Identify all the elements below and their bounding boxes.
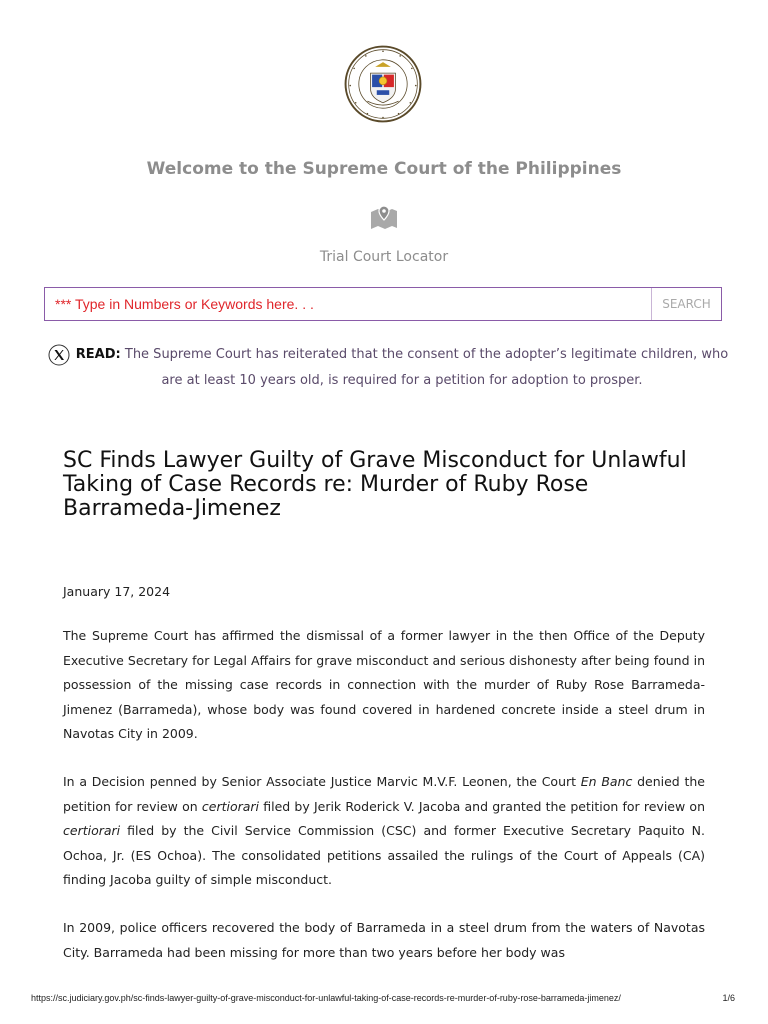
print-footer-url: https://sc.judiciary.gov.ph/sc-finds-lawyer-guilty-of-grave-misconduct-for-unlawful-taking-of-case-records-re-murder-of-ruby-rose-barrameda-jimenez/ xyxy=(31,993,621,1003)
article-title: SC Finds Lawyer Guilty of Grave Misconduct for Unlawful Taking of Case Records re: Murder of Ruby Rose Barrameda-Jimenez xyxy=(63,448,687,521)
search-bar xyxy=(44,287,722,321)
search-input[interactable] xyxy=(45,288,651,320)
article-paragraph-3: In 2009, police officers recovered the body of Barrameda in a steel drum from the waters of Navotas City. Barrameda had been missing for more than two years before her body was xyxy=(63,920,705,960)
p2-emphasis-en-banc: En Banc xyxy=(580,774,633,789)
print-page-number: 1/6 xyxy=(722,993,735,1003)
ticker-text-line2: are at least 10 years old, is required for a petition for adoption to prosper. xyxy=(161,373,643,388)
p2-part-b: denied the petition for review on xyxy=(63,774,705,814)
p2-emphasis-certiorari-2: certiorari xyxy=(63,823,121,838)
ticker-read-label: READ: xyxy=(75,347,121,362)
p2-part-a: In a Decision penned by Senior Associate Justice Marvic M.V.F. Leonen, the Court xyxy=(63,774,581,789)
article-paragraph-2 xyxy=(63,770,705,893)
p2-emphasis-certiorari-1: certiorari xyxy=(201,798,260,814)
site-welcome-heading: Welcome to the Supreme Court of the Philippines xyxy=(146,159,622,179)
article-date: January 17, 2024 xyxy=(63,584,171,599)
trial-court-locator-link[interactable]: Trial Court Locator xyxy=(319,249,449,265)
p2-part-c: filed by Jerik Roderick V. Jacoba and granted the petition for review on xyxy=(259,798,705,814)
search-button[interactable]: SEARCH xyxy=(651,288,721,320)
article xyxy=(63,448,705,960)
article-paragraph-1: The Supreme Court has affirmed the dismissal of a former lawyer in the then Office of the Deputy Executive Secretary for Legal Affairs for grave misconduct and serious dishonesty after being found in possession of the missing case records in connection with the murder of Ruby Rose Barrameda-Jimenez (Barrameda), whose body was found covered in hardened concrete inside a steel drum in Navotas City in 2009. xyxy=(63,628,705,741)
p2-part-d: filed by the Civil Service Commission (CSC) and former Executive Secretary Paquito N. Ochoa, Jr. (ES Ochoa). The consolidated petitions assailed the rulings of the Court of Appeals (CA) finding Jacoba guilty of simple misconduct. xyxy=(63,823,705,887)
news-ticker[interactable] xyxy=(72,342,732,394)
x-logo-icon[interactable] xyxy=(48,344,70,366)
ticker-text-line1: The Supreme Court has reiterated that the consent of the adopter’s legitimate children, who xyxy=(124,347,729,362)
supreme-court-seal-icon[interactable] xyxy=(344,45,422,123)
map-pin-icon[interactable] xyxy=(369,205,399,231)
